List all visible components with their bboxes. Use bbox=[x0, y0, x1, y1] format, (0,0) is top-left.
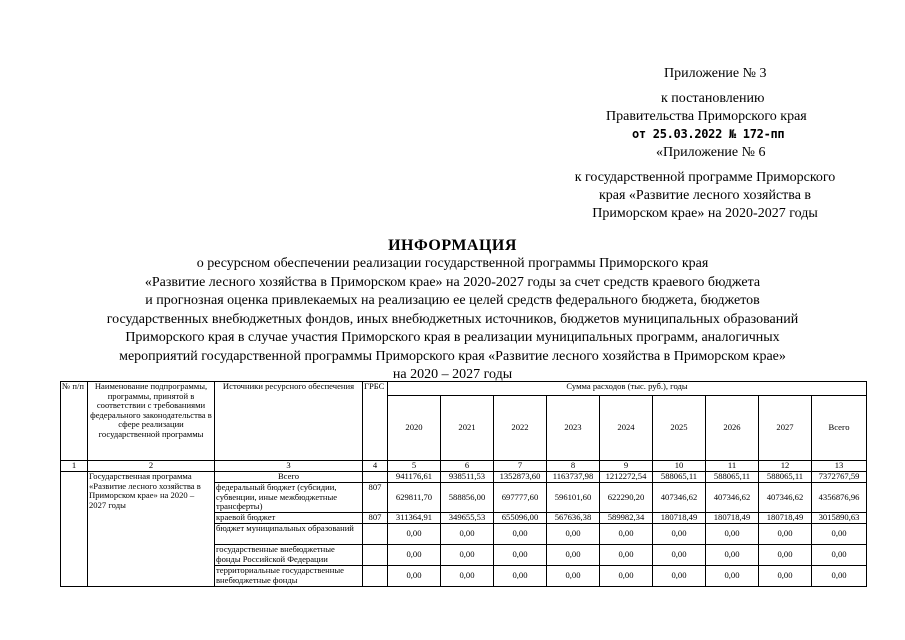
value-cell: 938511,53 bbox=[441, 472, 494, 483]
value-cell: 0,00 bbox=[547, 524, 600, 545]
total-header: Всего bbox=[812, 396, 867, 461]
value-cell: 588856,00 bbox=[441, 483, 494, 513]
year-header: 2024 bbox=[600, 396, 653, 461]
index-cell: 4 bbox=[363, 461, 388, 472]
grbs-cell bbox=[363, 545, 388, 566]
value-cell: 0,00 bbox=[494, 545, 547, 566]
row-number-cell bbox=[61, 472, 88, 587]
value-cell: 0,00 bbox=[653, 524, 706, 545]
index-cell: 6 bbox=[441, 461, 494, 472]
value-cell: 407346,62 bbox=[759, 483, 812, 513]
description-line: о ресурсном обеспечении реализации государственной программы Приморского края bbox=[196, 256, 709, 271]
index-cell: 2 bbox=[88, 461, 215, 472]
source-cell: Всего bbox=[215, 472, 363, 483]
description-line: и прогнозная оценка привлекаемых на реализацию ее целей средств федерального бюджета, бюджетов bbox=[145, 293, 760, 308]
value-cell: 0,00 bbox=[759, 566, 812, 587]
value-cell: 0,00 bbox=[812, 566, 867, 587]
description-line: на 2020 – 2027 годы bbox=[392, 367, 513, 382]
index-cell: 11 bbox=[706, 461, 759, 472]
source-cell: территориальные государственные внебюджетные фонды bbox=[215, 566, 363, 587]
value-cell: 0,00 bbox=[600, 524, 653, 545]
grbs-cell bbox=[363, 566, 388, 587]
value-cell: 567636,38 bbox=[547, 513, 600, 524]
index-cell: 12 bbox=[759, 461, 812, 472]
index-cell: 8 bbox=[547, 461, 600, 472]
col-num-header: № п/п bbox=[61, 382, 88, 461]
source-cell: государственные внебюджетные фонды Российской Федерации bbox=[215, 545, 363, 566]
description-line: Приморского края в случае участия Приморского края в реализации муниципальных программ, аналогичных bbox=[125, 330, 780, 345]
value-cell: 4356876,96 bbox=[812, 483, 867, 513]
value-cell: 588065,11 bbox=[759, 472, 812, 483]
resolution-label: к постановлению bbox=[661, 91, 765, 106]
value-cell: 0,00 bbox=[653, 566, 706, 587]
index-cell: 10 bbox=[653, 461, 706, 472]
value-cell: 0,00 bbox=[441, 545, 494, 566]
value-cell: 1352873,60 bbox=[494, 472, 547, 483]
date-number-stamp: от 25.03.2022 № 172-пп bbox=[632, 127, 785, 141]
value-cell: 0,00 bbox=[388, 545, 441, 566]
value-cell: 596101,60 bbox=[547, 483, 600, 513]
value-cell: 407346,62 bbox=[653, 483, 706, 513]
value-cell: 0,00 bbox=[812, 545, 867, 566]
value-cell: 655096,00 bbox=[494, 513, 547, 524]
table-index-row bbox=[61, 461, 867, 472]
value-cell: 0,00 bbox=[494, 524, 547, 545]
col-sum-header: Сумма расходов (тыс. руб.), годы bbox=[388, 382, 867, 396]
year-header: 2022 bbox=[494, 396, 547, 461]
value-cell: 0,00 bbox=[812, 524, 867, 545]
table-row bbox=[61, 472, 867, 483]
index-cell: 13 bbox=[812, 461, 867, 472]
grbs-cell: 807 bbox=[363, 483, 388, 513]
value-cell: 0,00 bbox=[441, 566, 494, 587]
index-cell: 7 bbox=[494, 461, 547, 472]
value-cell: 407346,62 bbox=[706, 483, 759, 513]
year-header: 2027 bbox=[759, 396, 812, 461]
document-description bbox=[60, 255, 845, 385]
grbs-cell: 807 bbox=[363, 513, 388, 524]
value-cell: 697777,60 bbox=[494, 483, 547, 513]
value-cell: 349655,53 bbox=[441, 513, 494, 524]
value-cell: 7372767,59 bbox=[812, 472, 867, 483]
value-cell: 311364,91 bbox=[388, 513, 441, 524]
value-cell: 1212272,54 bbox=[600, 472, 653, 483]
value-cell: 0,00 bbox=[759, 524, 812, 545]
col-name-header: Наименование подпрограммы, программы, принятой в соответствии с требованиями федерального законодательства в сфере реализации государственной программы bbox=[88, 382, 215, 461]
value-cell: 629811,70 bbox=[388, 483, 441, 513]
index-cell: 1 bbox=[61, 461, 88, 472]
value-cell: 0,00 bbox=[441, 524, 494, 545]
year-header: 2020 bbox=[388, 396, 441, 461]
value-cell: 588065,11 bbox=[706, 472, 759, 483]
value-cell: 588065,11 bbox=[653, 472, 706, 483]
description-line: государственных внебюджетных фондов, иных внебюджетных источников, бюджетов муниципальных образований bbox=[106, 311, 799, 327]
index-cell: 5 bbox=[388, 461, 441, 472]
value-cell: 3015890,63 bbox=[812, 513, 867, 524]
description-line: мероприятий государственной программы Приморского края «Развитие лесного хозяйства в Приморском крае» bbox=[119, 348, 786, 364]
value-cell: 941176,61 bbox=[388, 472, 441, 483]
value-cell: 0,00 bbox=[547, 545, 600, 566]
value-cell: 180718,49 bbox=[759, 513, 812, 524]
value-cell: 0,00 bbox=[706, 524, 759, 545]
year-header: 2025 bbox=[653, 396, 706, 461]
source-cell: бюджет муниципальных образований bbox=[215, 524, 363, 545]
program-name-cell: Государственная программа «Развитие лесного хозяйства в Приморском крае» на 2020 – 2027 годы bbox=[88, 472, 215, 587]
value-cell: 1163737,98 bbox=[547, 472, 600, 483]
col-grbs-header: ГРБС bbox=[363, 382, 388, 461]
value-cell: 0,00 bbox=[600, 566, 653, 587]
year-header: 2023 bbox=[547, 396, 600, 461]
value-cell: 180718,49 bbox=[653, 513, 706, 524]
value-cell: 0,00 bbox=[759, 545, 812, 566]
description-line: «Развитие лесного хозяйства в Приморском крае» на 2020-2027 годы за счет средств краевого бюджета bbox=[144, 274, 761, 290]
value-cell: 0,00 bbox=[600, 545, 653, 566]
grbs-cell bbox=[363, 472, 388, 483]
program-ref-line1: к государственной программе Приморского bbox=[574, 170, 836, 185]
value-cell: 0,00 bbox=[388, 566, 441, 587]
value-cell: 0,00 bbox=[494, 566, 547, 587]
government-label: Правительства Приморского края bbox=[606, 109, 807, 124]
value-cell: 0,00 bbox=[653, 545, 706, 566]
grbs-cell bbox=[363, 524, 388, 545]
appendix6-label: «Приложение № 6 bbox=[656, 145, 766, 160]
year-header: 2026 bbox=[706, 396, 759, 461]
document-title: ИНФОРМАЦИЯ bbox=[388, 237, 517, 254]
source-cell: краевой бюджет bbox=[215, 513, 363, 524]
year-header: 2021 bbox=[441, 396, 494, 461]
value-cell: 0,00 bbox=[706, 566, 759, 587]
value-cell: 0,00 bbox=[388, 524, 441, 545]
col-source-header: Источники ресурсного обеспечения bbox=[215, 382, 363, 461]
index-cell: 3 bbox=[215, 461, 363, 472]
value-cell: 180718,49 bbox=[706, 513, 759, 524]
value-cell: 0,00 bbox=[547, 566, 600, 587]
source-cell: федеральный бюджет (субсидии, субвенции, иные межбюджетные трансферты) bbox=[215, 483, 363, 513]
value-cell: 0,00 bbox=[706, 545, 759, 566]
index-cell: 9 bbox=[600, 461, 653, 472]
program-ref-line2: края «Развитие лесного хозяйства в bbox=[598, 188, 812, 203]
budget-table bbox=[60, 381, 867, 587]
value-cell: 589982,34 bbox=[600, 513, 653, 524]
appendix-label: Приложение № 3 bbox=[664, 66, 767, 81]
table-header-row bbox=[61, 382, 867, 396]
program-ref-line3: Приморском крае» на 2020-2027 годы bbox=[592, 206, 818, 221]
value-cell: 622290,20 bbox=[600, 483, 653, 513]
